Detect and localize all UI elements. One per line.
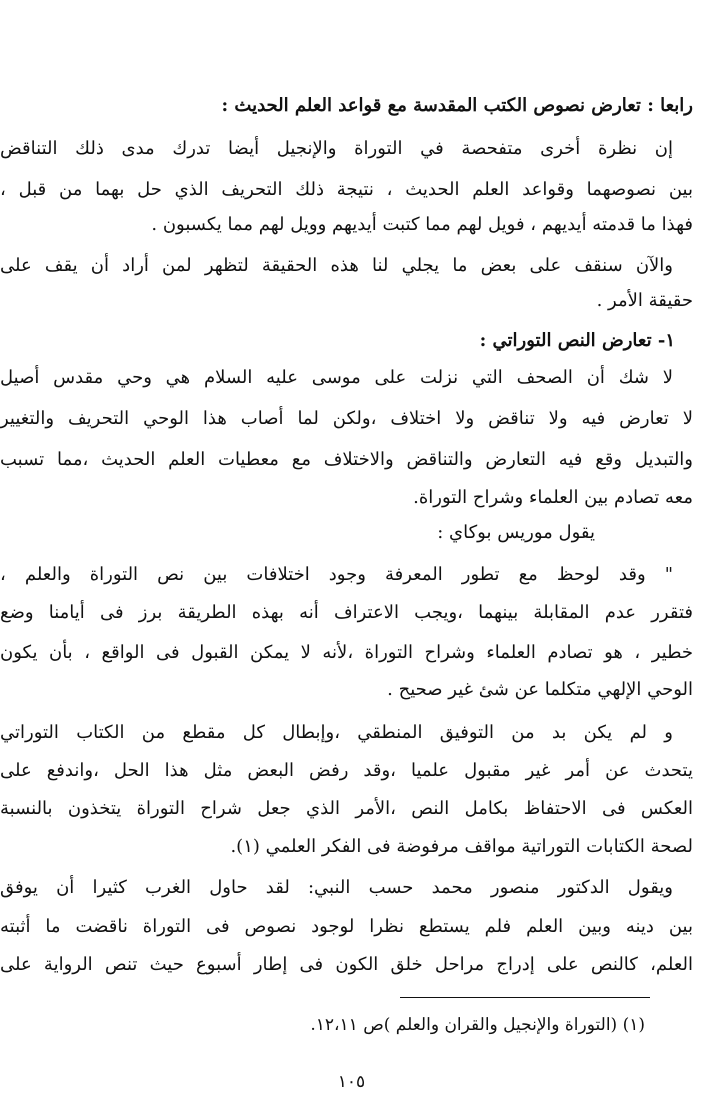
paragraph-line: لصحة الكتابات التوراتية مواقف مرفوضة فى الفكر العلمي (١).	[230, 836, 693, 857]
paragraph-line: بين نصوصهما وقواعد العلم الحديث ، نتيجة ذلك التحريف الذي حل بهما من قبل ،	[0, 179, 693, 200]
section-heading: رابعا : تعارض نصوص الكتب المقدسة مع قواعد العلم الحديث :	[221, 95, 693, 116]
paragraph-line: العكس فى الاحتفاظ بكامل النص ،الأمر الذي جعل شراح التوراة يتخذون بالنسبة	[0, 798, 693, 819]
footnote: (١) (التوراة والإنجيل والقران والعلم )ص ١٢،١١.	[310, 1015, 645, 1035]
paragraph-line: حقيقة الأمر .	[596, 290, 693, 311]
paragraph-line: والآن سنقف على بعض ما يجلي لنا هذه الحقيقة لتظهر لمن أراد أن يقف على	[0, 255, 673, 276]
paragraph-line: لا تعارض فيه ولا تناقض ولا اختلاف ،ولكن لما أصاب هذا الوحي التحريف والتغيير	[0, 408, 693, 429]
quote-line: فتقرر عدم المقابلة بينهما ،ويجب الاعتراف أنه بهذه الطريقة برز فى أيامنا وضع	[0, 602, 693, 623]
paragraph-line: بين دينه وبين العلم فلم يستطع نظرا لوجود نصوص فى التوراة ناقضت ما أثبته	[0, 916, 693, 937]
subsection-heading: ١- تعارض النص التوراتي :	[479, 330, 675, 351]
paragraph-line: فهذا ما قدمته أيديهم ، فويل لهم مما كتبت أيديهم وويل لهم مما يكسبون .	[151, 214, 693, 235]
quote-intro: يقول موريس بوكاي :	[437, 522, 595, 543]
paragraph-line: و لم يكن بد من التوفيق المنطقي ،وإبطال كل مقطع من الكتاب التوراتي	[0, 722, 673, 743]
footnote-divider	[400, 997, 650, 998]
paragraph-line: إن نظرة أخرى متفحصة في التوراة والإنجيل أيضا تدرك مدى ذلك التناقض	[0, 138, 673, 159]
paragraph-line: يتحدث عن أمر غير مقبول علميا ،وقد رفض البعض مثل هذا الحل ،واندفع على	[0, 760, 693, 781]
quote-line: خطير ، هو تصادم العلماء وشراح التوراة ،لأنه لا يمكن القبول فى الواقع ، بأن يكون	[0, 642, 693, 663]
page-number: ١٠٥	[337, 1072, 366, 1092]
quote-line: " وقد لوحظ مع تطور المعرفة وجود اختلافات بين نص التوراة والعلم ،	[0, 564, 673, 585]
paragraph-line: معه تصادم بين العلماء وشراح التوراة.	[413, 487, 693, 508]
paragraph-line: ويقول الدكتور منصور محمد حسب النبي: لقد حاول الغرب كثيرا أن يوفق	[0, 877, 673, 898]
paragraph-line: العلم، كالنص على إدراج مراحل خلق الكون فى إطار أسبوع حيث تنص الرواية على	[0, 954, 693, 975]
quote-line: الوحي الإلهي متكلما عن شئ غير صحيح .	[387, 679, 693, 700]
paragraph-line: لا شك أن الصحف التي نزلت على موسى عليه السلام هي وحي مقدس أصيل	[0, 367, 673, 388]
paragraph-line: والتبديل وقع فيه التعارض والتناقض والاختلاف مع معطيات العلم الحديث ،مما تسبب	[0, 449, 693, 470]
